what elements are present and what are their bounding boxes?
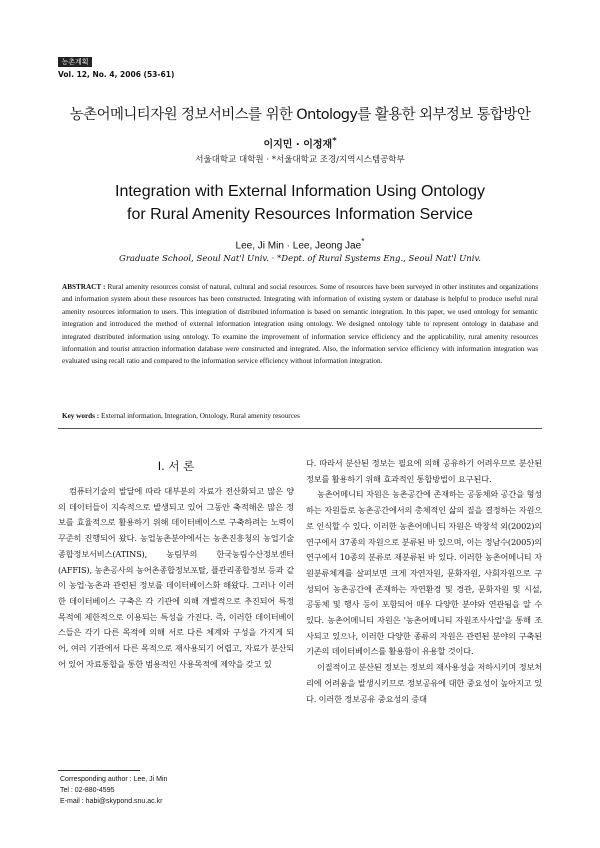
korean-authors-mark: *: [332, 135, 337, 145]
footnote-divider: [58, 770, 140, 771]
left-column: [58, 484, 294, 672]
keywords-text: External information, Integration, Ontology, Rural amenity resources: [100, 412, 300, 420]
korean-affiliation: 서울대학교 대학원 · *서울대학교 조경/지역시스템공학부: [195, 155, 405, 165]
abstract-label: ABSTRACT :: [62, 283, 106, 291]
english-title: [0, 180, 600, 226]
journal-volume-info: Vol. 12, No. 4, 2006 (53-61): [58, 70, 175, 79]
right-paragraph-1: 다. 따라서 분산된 정보는 필요에 의해 공유하기 어려우므로 분산된 정보를 활용하기 위해 효과적인 통합방법이 요구된다.: [306, 458, 542, 484]
footnote-tel: Tel : 02-880-4595: [60, 787, 115, 794]
footnote-author: Corresponding author : Lee, Ji Min: [60, 776, 168, 783]
korean-authors: [0, 135, 600, 150]
korean-authors-names: 이지민 · 이정재: [263, 139, 333, 151]
english-authors: [0, 236, 600, 251]
english-title-line-2: for Rural Amenity Resources Information Service: [127, 206, 473, 223]
english-authors-mark: *: [361, 236, 365, 246]
korean-title: 농촌어메니티자원 정보서비스를 위한 Ontology를 활용한 외부정보 통합방안: [69, 107, 531, 123]
section-heading-introduction: I. 서 론: [157, 459, 195, 473]
right-column: [306, 456, 542, 707]
footnote-email: E-mail : habi@skypond.snu.ac.kr: [60, 798, 163, 805]
right-paragraph-2: 농촌어메니티 자원은 농촌공간에 존재하는 공동체와 공간을 형성하는 자원들로 농촌공간에서의 총체적인 삶의 질을 결정하는 자원으로 인식할 수 있다. 이러한 농촌어메니티 자원은 박창석 외(2002)의 연구에서 37종의 자원으로 분류된 바 있으며, 이는 정남수(2005)의 연구에서 10종의 분류로 재분류된 바 있다. 이러한 농촌어메니티 자원분류체계를 살펴보면 크게 자연자원, 문화자원, 사회자원으로 구성되어 농촌공간에 존재하는 자연환경 및 경관, 문화자원 및 시설, 공동체 및 행사 등이 포함되어 매우 다양한 분야와 연관됨을 알 수 있다. 농촌어메니티 자원은 '농촌어메니티 자원조사사업'을 통해 조사되고 있으나, 이러한 다양한 종류의 자원은 관련된 분야의 구축된 기존의 데이터베이스를 활용함이 유용할 것이다.: [306, 489, 542, 657]
keywords-label: Key words :: [62, 412, 100, 420]
abstract-text: Rural amenity resources consist of natural, cultural and social resources. Some of resources have been surveyed in other institutes and organizations and information system about these resources has been constructed. Integrating with information of existing system or database is helpful to produce useful rural amenity resources information to users. This integration of distributed information is based on semantic integration. In this paper, we used ontology for semantic integration and introduced the method of external information integration using ontology. We designed ontology table to represent ontology in database and integrated distributed information using ontology. To examine the improvement of information service efficiency and the applicability, rural amenity resources information and tourist attraction information database were constructed and integrated. Also, the information service efficiency with information integration was evaluated using recall ratio and compared to the information service efficiency without information integration.: [62, 283, 539, 366]
left-paragraph-1: 컴퓨터기술의 발달에 따라 대부분의 자료가 전산화되고 많은 양의 데이터들이 지속적으로 발생되고 있어 그동안 축적해온 많은 정보를 효율적으로 활용하기 위해 데이터베이스로 구축하려는 노력이 꾸준히 진행되어 왔다. 농업농촌분야에서는 농촌진흥청의 농업기술종합정보서비스(ATINS), 농림부의 한국농림수산정보센터(AFFIS), 농촌공사의 농어촌종합정보포탈, 플관리종합정보 등과 같이 농업·농촌과 관련된 정보를 데이터베이스화 해왔다. 그러나 이러한 데이터베이스 구축은 각 기관에 의해 개별적으로 추진되어 특정 목적에 제한적으로 이용되는 특성을 가진다. 즉, 이러한 데이터베이스들은 각기 다른 목적에 의해 서로 다른 체계와 구성을 가지게 되어, 여러 기관에서 다른 목적으로 재사용되기 어렵고, 자료가 분산되어 있어 자료통합을 통한 범용적인 사용목적에 제약을 갖고 있: [58, 486, 294, 669]
keywords: [62, 412, 538, 420]
footnote: [60, 774, 167, 807]
right-paragraph-3: 이질적이고 분산된 정보는 정보의 재사용성을 저하시키며 정보처리에 어려움을 발생시키므로 정보공유에 대한 중요성이 높아지고 있다. 이러한 정보공유 중요성의 증대: [306, 662, 542, 704]
english-authors-names: Lee, Ji Min · Lee, Jeong Jae: [235, 240, 362, 252]
english-title-line-1: Integration with External Information Using Ontology: [115, 183, 485, 200]
english-affiliation: Graduate School, Seoul Nat'l Univ. · *Dept. of Rural Systems Eng., Seoul Nat'l Univ.: [119, 254, 481, 264]
section-divider: [58, 428, 542, 429]
abstract: [62, 281, 538, 368]
journal-badge: 농촌계획: [58, 57, 92, 67]
